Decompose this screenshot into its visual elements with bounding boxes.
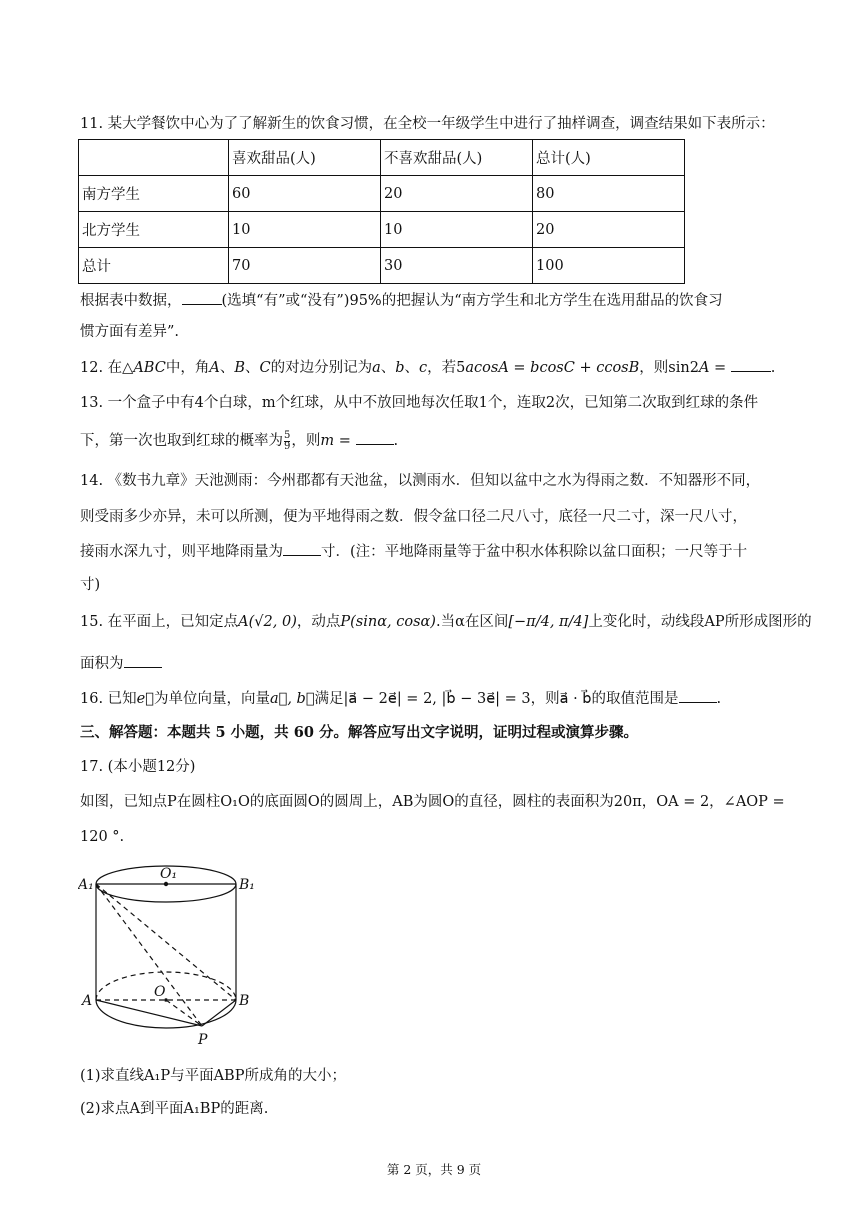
q14-text: 寸．(注：平地降雨量等于盆中积水体积除以盆口面积；一尺等于十 xyxy=(321,544,748,560)
table-cell: 70 xyxy=(229,248,381,284)
q13-text: 下，第一次也取到红球的概率为 xyxy=(80,433,283,449)
q12-text: ，若5 xyxy=(427,360,466,376)
answer-blank xyxy=(124,653,162,668)
q14-line2: 则受雨多少亦异，未可以所测，便为平地得雨之数．假令盆口径二尺八寸，底径一尺二寸，深一尺八寸， xyxy=(80,509,747,525)
q15-interval: [−π/4, π/4] xyxy=(508,614,589,630)
fraction xyxy=(284,431,290,452)
q12-text: 、 xyxy=(404,360,420,376)
q15-line2 xyxy=(80,653,162,674)
label-b: B xyxy=(239,993,250,1009)
q17-sub1: (1)求直线A₁P与平面ABP所成角的大小； xyxy=(80,1068,346,1084)
q15-line1 xyxy=(80,612,812,632)
answer-blank xyxy=(283,541,321,556)
table-cell: 北方学生 xyxy=(79,212,229,248)
q15-text: 15. 在平面上，已知定点 xyxy=(80,614,239,630)
q16-line xyxy=(80,688,721,709)
table-row xyxy=(79,212,685,248)
label-p: P xyxy=(198,1032,208,1047)
table-cell: 60 xyxy=(229,176,381,212)
q12-text: 、 xyxy=(219,360,235,376)
label-b1: B₁ xyxy=(239,877,255,893)
fraction-numerator: 5 xyxy=(284,429,291,441)
q14-text: 接雨水深九寸，则平地降雨量为 xyxy=(80,544,283,560)
section-heading: 三、解答题：本题共 5 小题，共 60 分。解答应写出文字说明，证明过程或演算步骤。 xyxy=(80,724,638,741)
cylinder-figure xyxy=(78,862,278,1047)
table-header-row xyxy=(79,140,685,176)
q15-text: ，动点 xyxy=(296,614,341,630)
q16-vector-e: e⃗ xyxy=(136,691,154,707)
q12-line xyxy=(80,357,775,378)
q12-equation: acosA = bcosC + ccosB xyxy=(465,360,640,376)
label-o: O xyxy=(154,984,166,1000)
page-footer: 第 2 页，共 9 页 xyxy=(386,1162,482,1177)
q11-text-a-post: (选填“有”或“没有”)95%的把握认为“南方学生和北方学生在选用甜品的饮食习 xyxy=(221,293,723,309)
q14-line1: 14. 《数书九章》天池测雨：今州郡都有天池盆，以测雨水．但知以盆中之水为得雨之数．不知器形不同， xyxy=(80,473,761,489)
q12-var: A xyxy=(698,360,710,376)
table-cell: 80 xyxy=(533,176,685,212)
table-cell: 10 xyxy=(229,212,381,248)
table-row xyxy=(79,176,685,212)
q12-text: 中，角 xyxy=(165,360,210,376)
answer-blank xyxy=(182,290,222,305)
q15-text: 面积为 xyxy=(80,656,124,672)
q15-point-p: P(sinα, cosα) xyxy=(340,614,436,630)
q12-triangle-name: ABC xyxy=(133,360,166,376)
center-o1-dot xyxy=(164,882,168,886)
q13-text: ，则 xyxy=(291,433,321,449)
table-cell: 南方学生 xyxy=(79,176,229,212)
q12-var: B xyxy=(234,360,245,376)
q17-head: 17. (本小题12分) xyxy=(80,759,196,775)
q15-text: .当α在区间 xyxy=(435,614,509,630)
q16-text: 16. 已知 xyxy=(80,691,137,707)
q17-line2: 120 °. xyxy=(80,829,125,845)
q12-pre: 12. 在△ xyxy=(80,360,134,376)
table-cell: 10 xyxy=(381,212,533,248)
table-cell: 20 xyxy=(533,212,685,248)
table-row xyxy=(79,248,685,284)
q12-var: C xyxy=(259,360,271,376)
q11-text-b: 惯方面有差异”. xyxy=(80,324,180,340)
table-cell: 总计 xyxy=(79,248,229,284)
q12-text: . xyxy=(770,360,776,376)
table-cell: 100 xyxy=(533,248,685,284)
label-o1: O₁ xyxy=(160,866,178,882)
q16-text: 为单位向量，向量 xyxy=(153,691,270,707)
q11-text-a-pre: 根据表中数据， xyxy=(80,293,182,309)
fraction-denominator: 9 xyxy=(284,440,291,452)
q12-var: c xyxy=(419,360,428,376)
q16-condition: 满足|a⃗ − 2e⃗| = 2, |b⃗ − 3e⃗| = 3，则a⃗ · b⃗的取值范围是 xyxy=(314,691,679,707)
q12-var: a xyxy=(372,360,381,376)
q12-text: 的对边分别记为 xyxy=(270,360,373,376)
table-header-cell: 总计(人) xyxy=(533,140,685,176)
label-a: A xyxy=(82,993,93,1009)
table-cell: 30 xyxy=(381,248,533,284)
q17-sub2: (2)求点A到平面A₁BP的距离. xyxy=(80,1101,269,1117)
q17-line1: 如图，已知点P在圆柱O₁O的底面圆O的圆周上，AB为圆O的直径，圆柱的表面积为20π，OA = 2，∠AOP = xyxy=(80,794,785,810)
q12-var: A xyxy=(209,360,220,376)
q12-text: ，则sin2 xyxy=(639,360,699,376)
q12-text: = xyxy=(709,360,731,376)
q13-text: . xyxy=(393,433,399,449)
q13-var: m xyxy=(320,433,335,449)
answer-blank xyxy=(356,430,394,445)
q15-point-a: A(√2, 0) xyxy=(238,614,297,630)
table-header-cell xyxy=(79,140,229,176)
answer-blank xyxy=(679,688,717,703)
q13-text: = xyxy=(334,433,356,449)
q16-vectors: a⃗, b⃗ xyxy=(269,691,315,707)
q12-text: 、 xyxy=(380,360,396,376)
q13-line1: 13. 一个盒子中有4个白球，m个红球，从中不放回地每次任取1个，连取2次，已知第二次取到红球的条件 xyxy=(80,395,759,411)
q14-line4: 寸) xyxy=(80,577,101,593)
q11-text-a xyxy=(80,290,723,311)
table-cell: 20 xyxy=(381,176,533,212)
q14-line3 xyxy=(80,541,747,562)
survey-table xyxy=(78,139,685,284)
q13-line2 xyxy=(80,430,398,452)
answer-blank xyxy=(731,357,771,372)
table-header-cell: 喜欢甜品(人) xyxy=(229,140,381,176)
q11-intro: 11. 某大学餐饮中心为了了解新生的饮食习惯，在全校一年级学生中进行了抽样调查，调查结果如下表所示： xyxy=(80,116,775,132)
label-a1: A₁ xyxy=(78,877,94,893)
q12-text: 、 xyxy=(244,360,260,376)
table-header-cell: 不喜欢甜品(人) xyxy=(381,140,533,176)
q16-text: . xyxy=(716,691,722,707)
q15-text: 上变化时，动线段AP所形成图形的 xyxy=(588,614,812,630)
q12-var: b xyxy=(395,360,405,376)
